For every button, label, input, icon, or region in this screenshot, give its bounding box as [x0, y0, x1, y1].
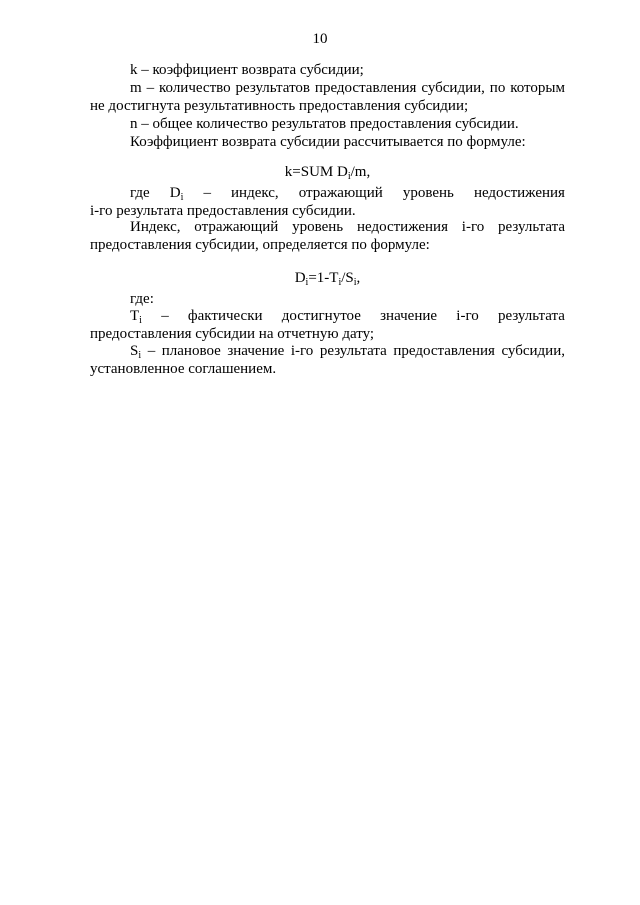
definition-k-text: k – коэффициент возврата субсидии;	[130, 62, 364, 78]
index-intro-text: Индекс, отражающий уровень недостижения i-го результата предоставления субсидии, определяется по формуле:	[90, 219, 565, 253]
definition-s-text: $S_i$ – плановое значение i-го результата предоставления субсидии, установленное соглашением.	[90, 343, 565, 377]
where-d-second-line: i-го результата предоставления субсидии.	[90, 203, 356, 219]
definition-k	[90, 61, 565, 79]
formula-d: $D_i=1-T_i/S_i$,	[294, 270, 361, 288]
definition-n	[90, 115, 565, 133]
definition-t-first-line: $T_i$ – фактически достигнутое значение i-го результата	[130, 308, 565, 326]
where-label	[90, 290, 565, 308]
definition-t	[90, 307, 565, 343]
definition-t-second-line: предоставления субсидии на отчетную дату;	[90, 326, 375, 342]
formula-k: k=SUM $D_i/m$,	[284, 164, 371, 182]
coefficient-intro-text: Коэффициент возврата субсидии рассчитывается по формуле:	[130, 134, 526, 150]
index-intro	[90, 218, 565, 254]
definition-n-text: n – общее количество результатов предоставления субсидии.	[130, 116, 519, 132]
where-d-first-line: где $D_i$ – индекс, отражающий уровень недостижения	[130, 185, 565, 203]
coefficient-intro	[90, 133, 565, 151]
where-d-definition	[90, 184, 565, 220]
page-number: 10	[312, 31, 328, 47]
definition-m-text: m – количество результатов предоставления субсидии, по которым не достигнута результативность предоставления субсидии;	[90, 80, 565, 114]
definition-s	[90, 342, 565, 378]
definition-m	[90, 79, 565, 115]
where-label-text: где:	[130, 291, 154, 307]
